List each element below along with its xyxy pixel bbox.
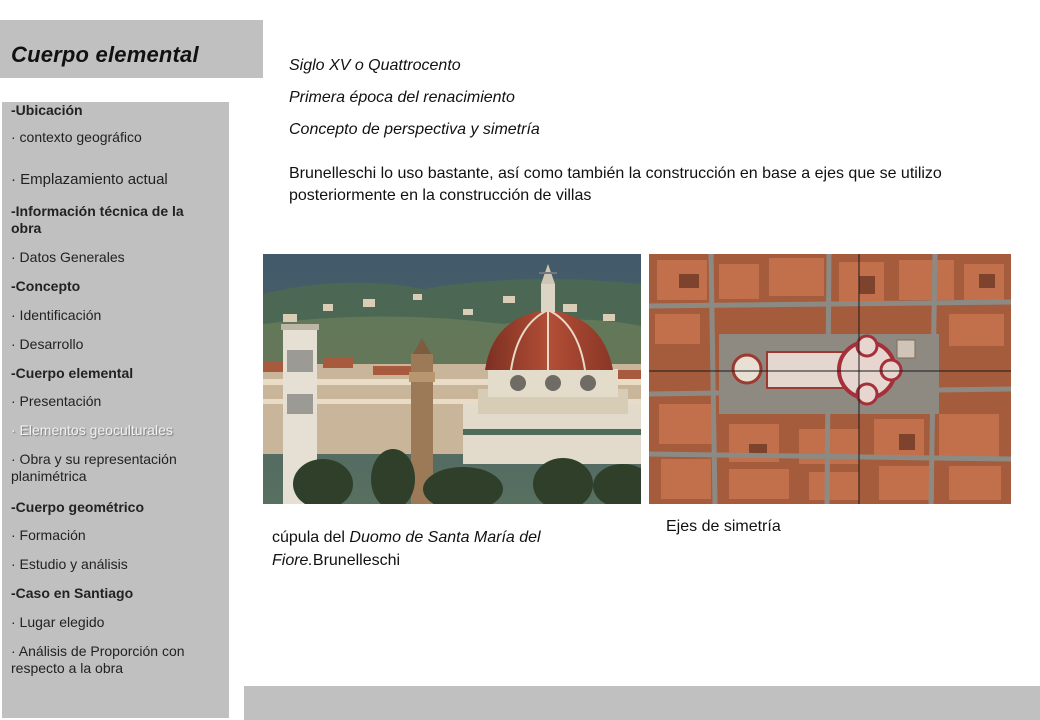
aerial-illustration bbox=[649, 254, 1011, 504]
nav-item-presentación[interactable]: · Presentación bbox=[11, 393, 102, 409]
heading-siglo: Siglo XV o Quattrocento bbox=[289, 57, 461, 74]
aerial-map bbox=[649, 254, 1011, 504]
nav-item-ubicación[interactable]: -Ubicación bbox=[11, 102, 83, 118]
page-title: Cuerpo elemental bbox=[11, 42, 199, 67]
nav-item-identificación[interactable]: · Identificación bbox=[11, 307, 102, 323]
nav-item-formación[interactable]: · Formación bbox=[11, 527, 86, 543]
nav-item-análisis-de-proporción-con-respecto-a-la-obra[interactable]: · Análisis de Proporción con respecto a la obra bbox=[11, 643, 185, 676]
description-paragraph: Brunelleschi lo uso bastante, así como también la construcción en base a ejes que se utilizo posteriormente en la construcción de villas bbox=[289, 165, 942, 204]
title-box bbox=[0, 20, 263, 78]
nav-item-elementos-geoculturales[interactable]: · Elementos geoculturales bbox=[11, 422, 173, 438]
heading-concepto: Concepto de perspectiva y simetría bbox=[289, 121, 540, 138]
nav-item-desarrollo[interactable]: · Desarrollo bbox=[11, 336, 84, 352]
nav-item-contexto-geográfico[interactable]: · contexto geográfico bbox=[11, 129, 142, 145]
photo-caption bbox=[272, 526, 612, 572]
sidebar-nav bbox=[2, 102, 229, 718]
nav-item-lugar-elegido[interactable]: · Lugar elegido bbox=[11, 614, 105, 630]
nav-item-caso-en-santiago[interactable]: -Caso en Santiago bbox=[11, 585, 134, 601]
nav-item-cuerpo-elemental[interactable]: -Cuerpo elemental bbox=[11, 365, 134, 381]
nav-item-concepto[interactable]: -Concepto bbox=[11, 278, 81, 294]
map-caption: Ejes de simetría bbox=[666, 518, 781, 535]
nav-item-obra-y-su-representación-planimétrica[interactable]: · Obra y su representación planimétrica bbox=[11, 451, 177, 484]
caption-post: Brunelleschi bbox=[312, 552, 401, 569]
bottom-bar bbox=[244, 686, 1040, 720]
duomo-illustration bbox=[263, 254, 641, 504]
duomo-photo bbox=[263, 254, 641, 504]
nav-item-estudio-y-análisis[interactable]: · Estudio y análisis bbox=[11, 556, 128, 572]
nav-item-cuerpo-geométrico[interactable]: -Cuerpo geométrico bbox=[11, 499, 145, 515]
caption-pre: cúpula del bbox=[272, 529, 350, 546]
nav-item-emplazamiento-actual[interactable]: · Emplazamiento actual bbox=[11, 171, 168, 188]
caption-italic: Duomo de Santa María del Fiore. bbox=[272, 529, 541, 569]
nav-item-información-técnica-de-la-obra[interactable]: -Información técnica de la obra bbox=[11, 203, 184, 236]
nav-item-datos-generales[interactable]: · Datos Generales bbox=[11, 249, 125, 265]
heading-epoca: Primera época del renacimiento bbox=[289, 89, 515, 106]
